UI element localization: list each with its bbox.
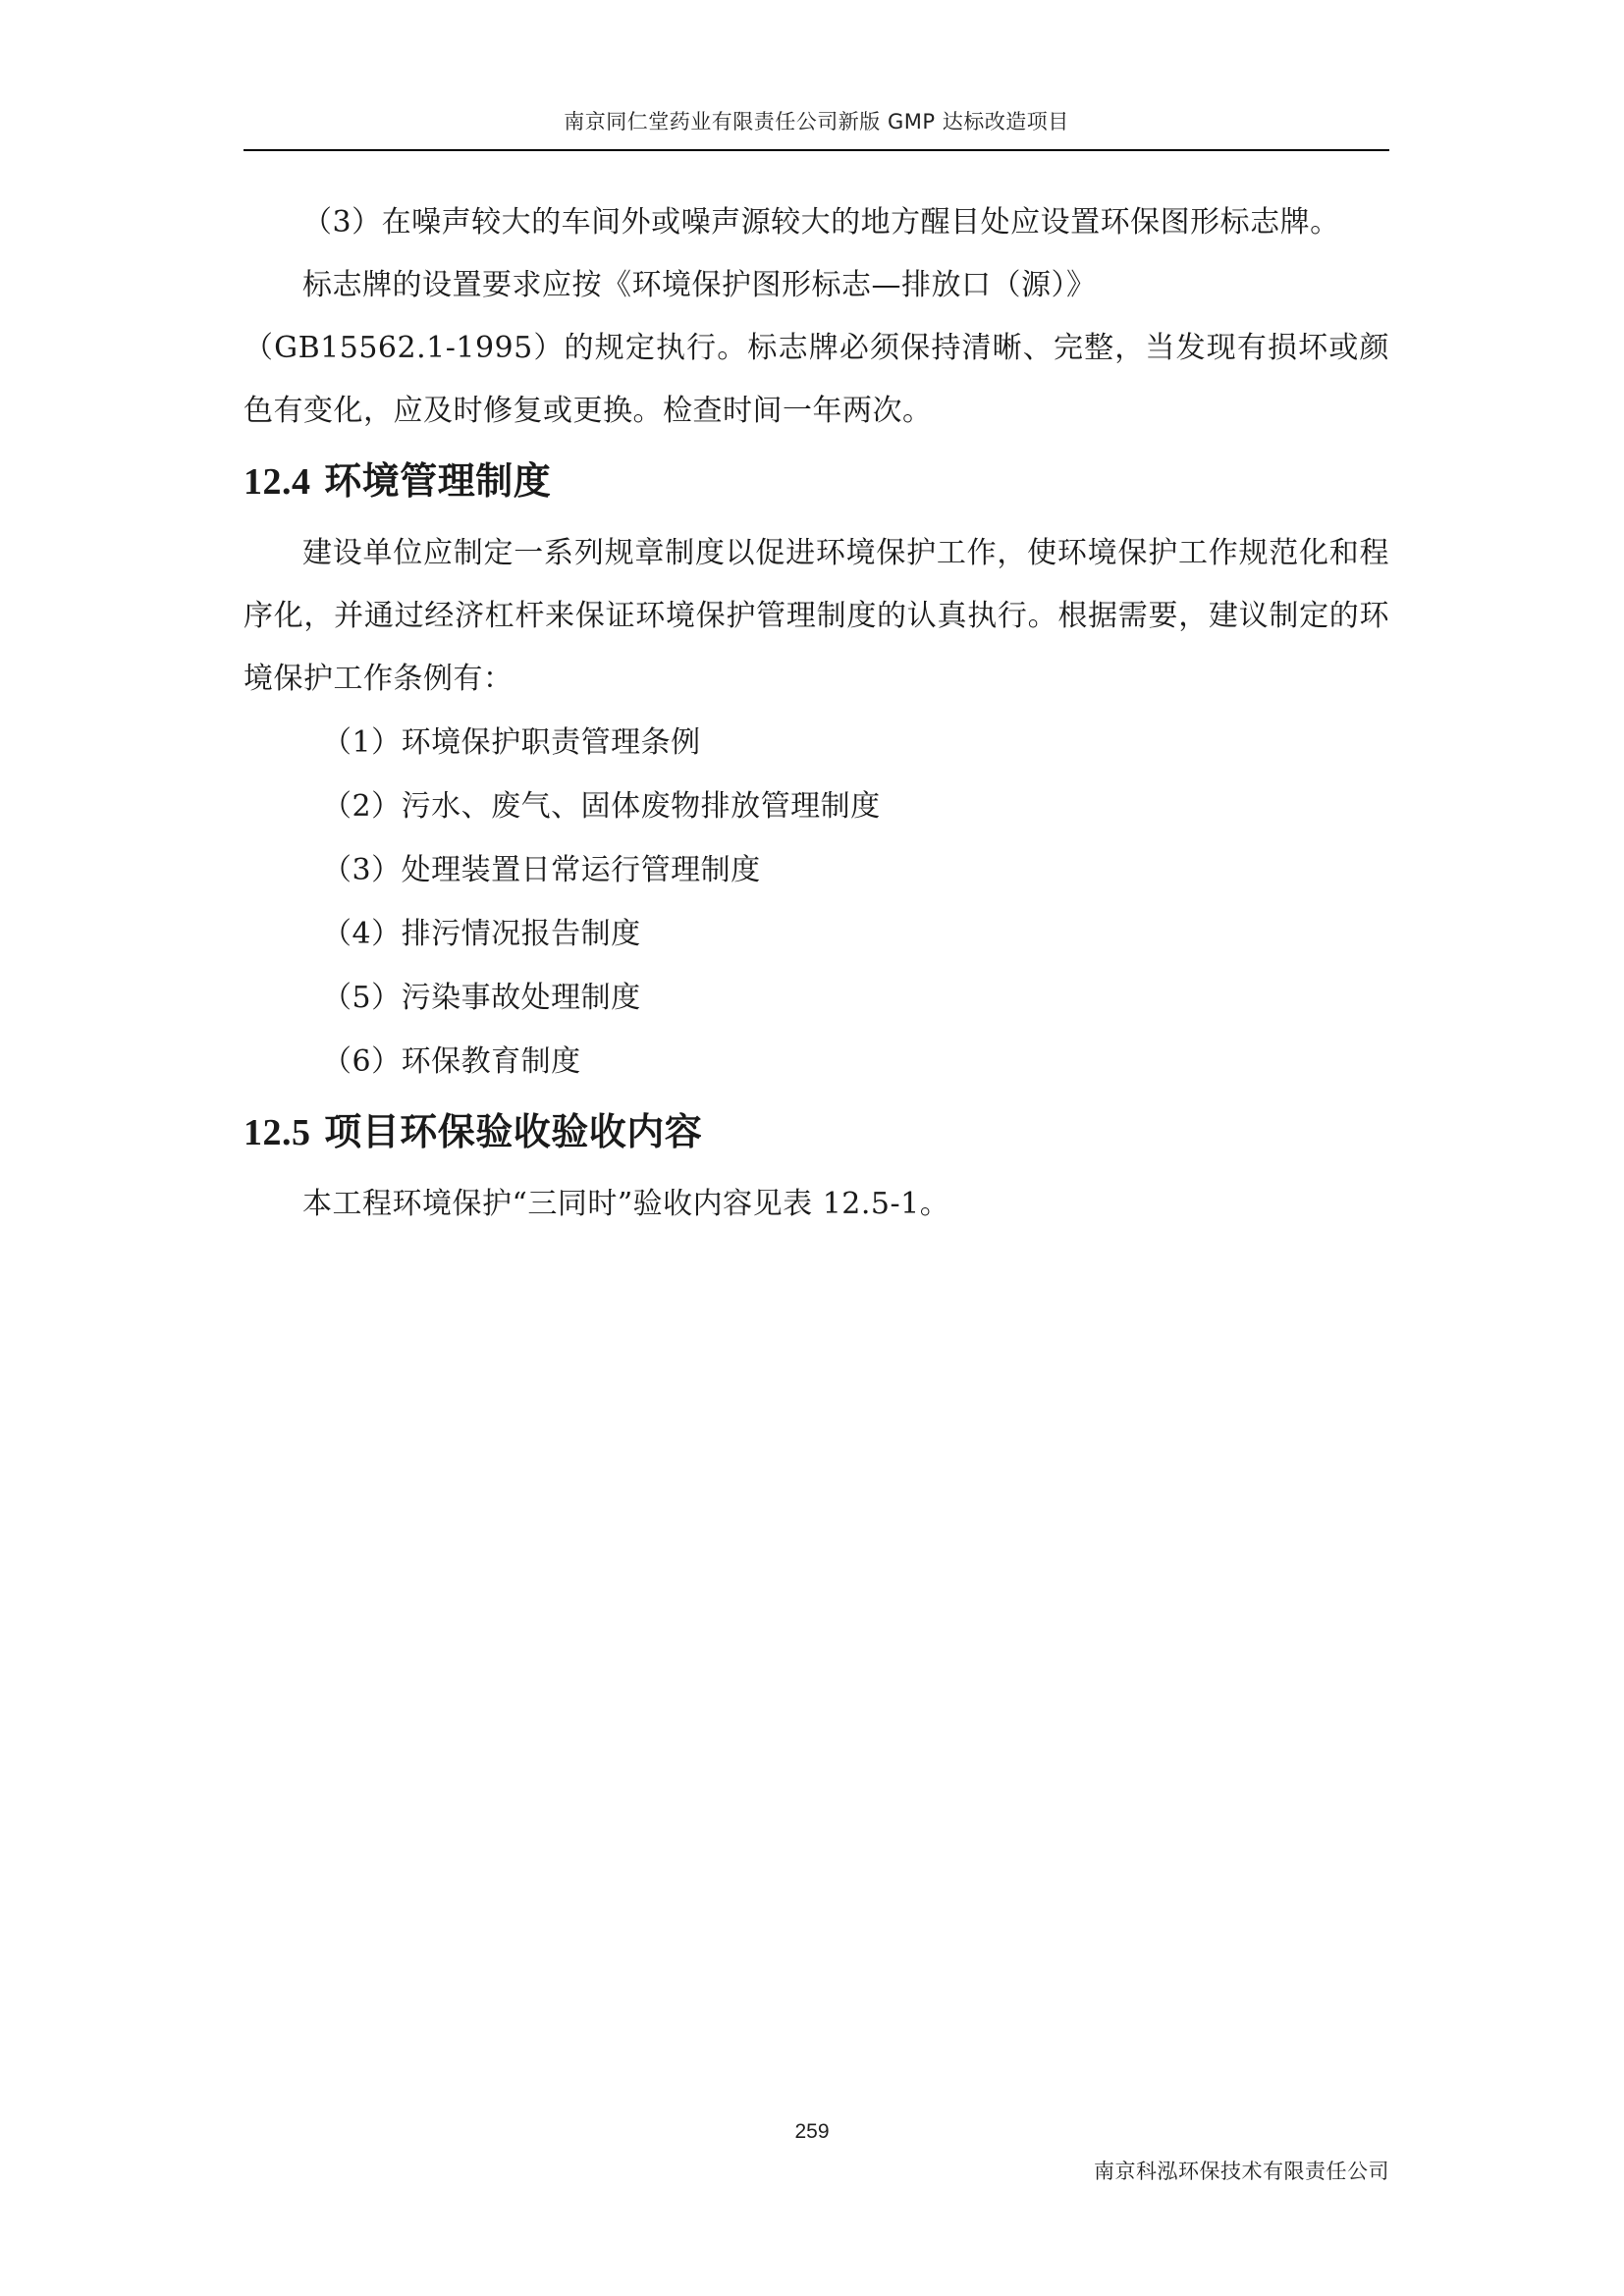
page-number: 259 — [794, 2120, 830, 2143]
regulation-list-item: （4）排污情况报告制度 — [322, 917, 641, 951]
page-body — [244, 191, 1389, 1236]
section-heading-12-5 — [244, 1099, 1389, 1165]
running-footer: 南京科泓环保技术有限责任公司 — [1094, 2160, 1389, 2183]
running-header: 南京同仁堂药业有限责任公司新版 GMP 达标改造项目 — [564, 110, 1069, 133]
regulation-list-item: （2）污水、废气、固体废物排放管理制度 — [322, 789, 881, 824]
section-number: 12.5 — [244, 1112, 311, 1153]
section-title: 环境管理制度 — [324, 459, 552, 503]
header-divider — [244, 149, 1389, 151]
section-heading-12-4 — [244, 449, 1389, 514]
regulation-list-item: （5）污染事故处理制度 — [322, 981, 641, 1015]
signboard-paragraph-line1: 标志牌的设置要求应按《环境保护图形标志—排放口（源）》 — [302, 268, 1097, 302]
section-number: 12.4 — [244, 461, 311, 503]
management-paragraph: 建设单位应制定一系列规章制度以促进环境保护工作，使环境保护工作规范化和程序化，并通过经济杠杆来保证环境保护管理制度的认真执行。根据需要，建议制定的环境保护工作条例有： — [244, 536, 1389, 696]
signboard-paragraph-rest: （GB15562.1-1995）的规定执行。标志牌必须保持清晰、完整，当发现有损坏或颜色有变化，应及时修复或更换。检查时间一年两次。 — [244, 331, 1389, 428]
regulation-list-item: （3）处理装置日常运行管理制度 — [322, 853, 761, 887]
section-title: 项目环保验收验收内容 — [324, 1110, 703, 1153]
measure-item-3: （3）在噪声较大的车间外或噪声源较大的地方醒目处应设置环保图形标志牌。 — [302, 205, 1340, 240]
regulation-list-item: （6）环保教育制度 — [322, 1044, 581, 1079]
acceptance-paragraph: 本工程环境保护“三同时”验收内容见表 12.5-1。 — [302, 1187, 950, 1221]
regulation-list-item: （1）环境保护职责管理条例 — [322, 725, 701, 760]
